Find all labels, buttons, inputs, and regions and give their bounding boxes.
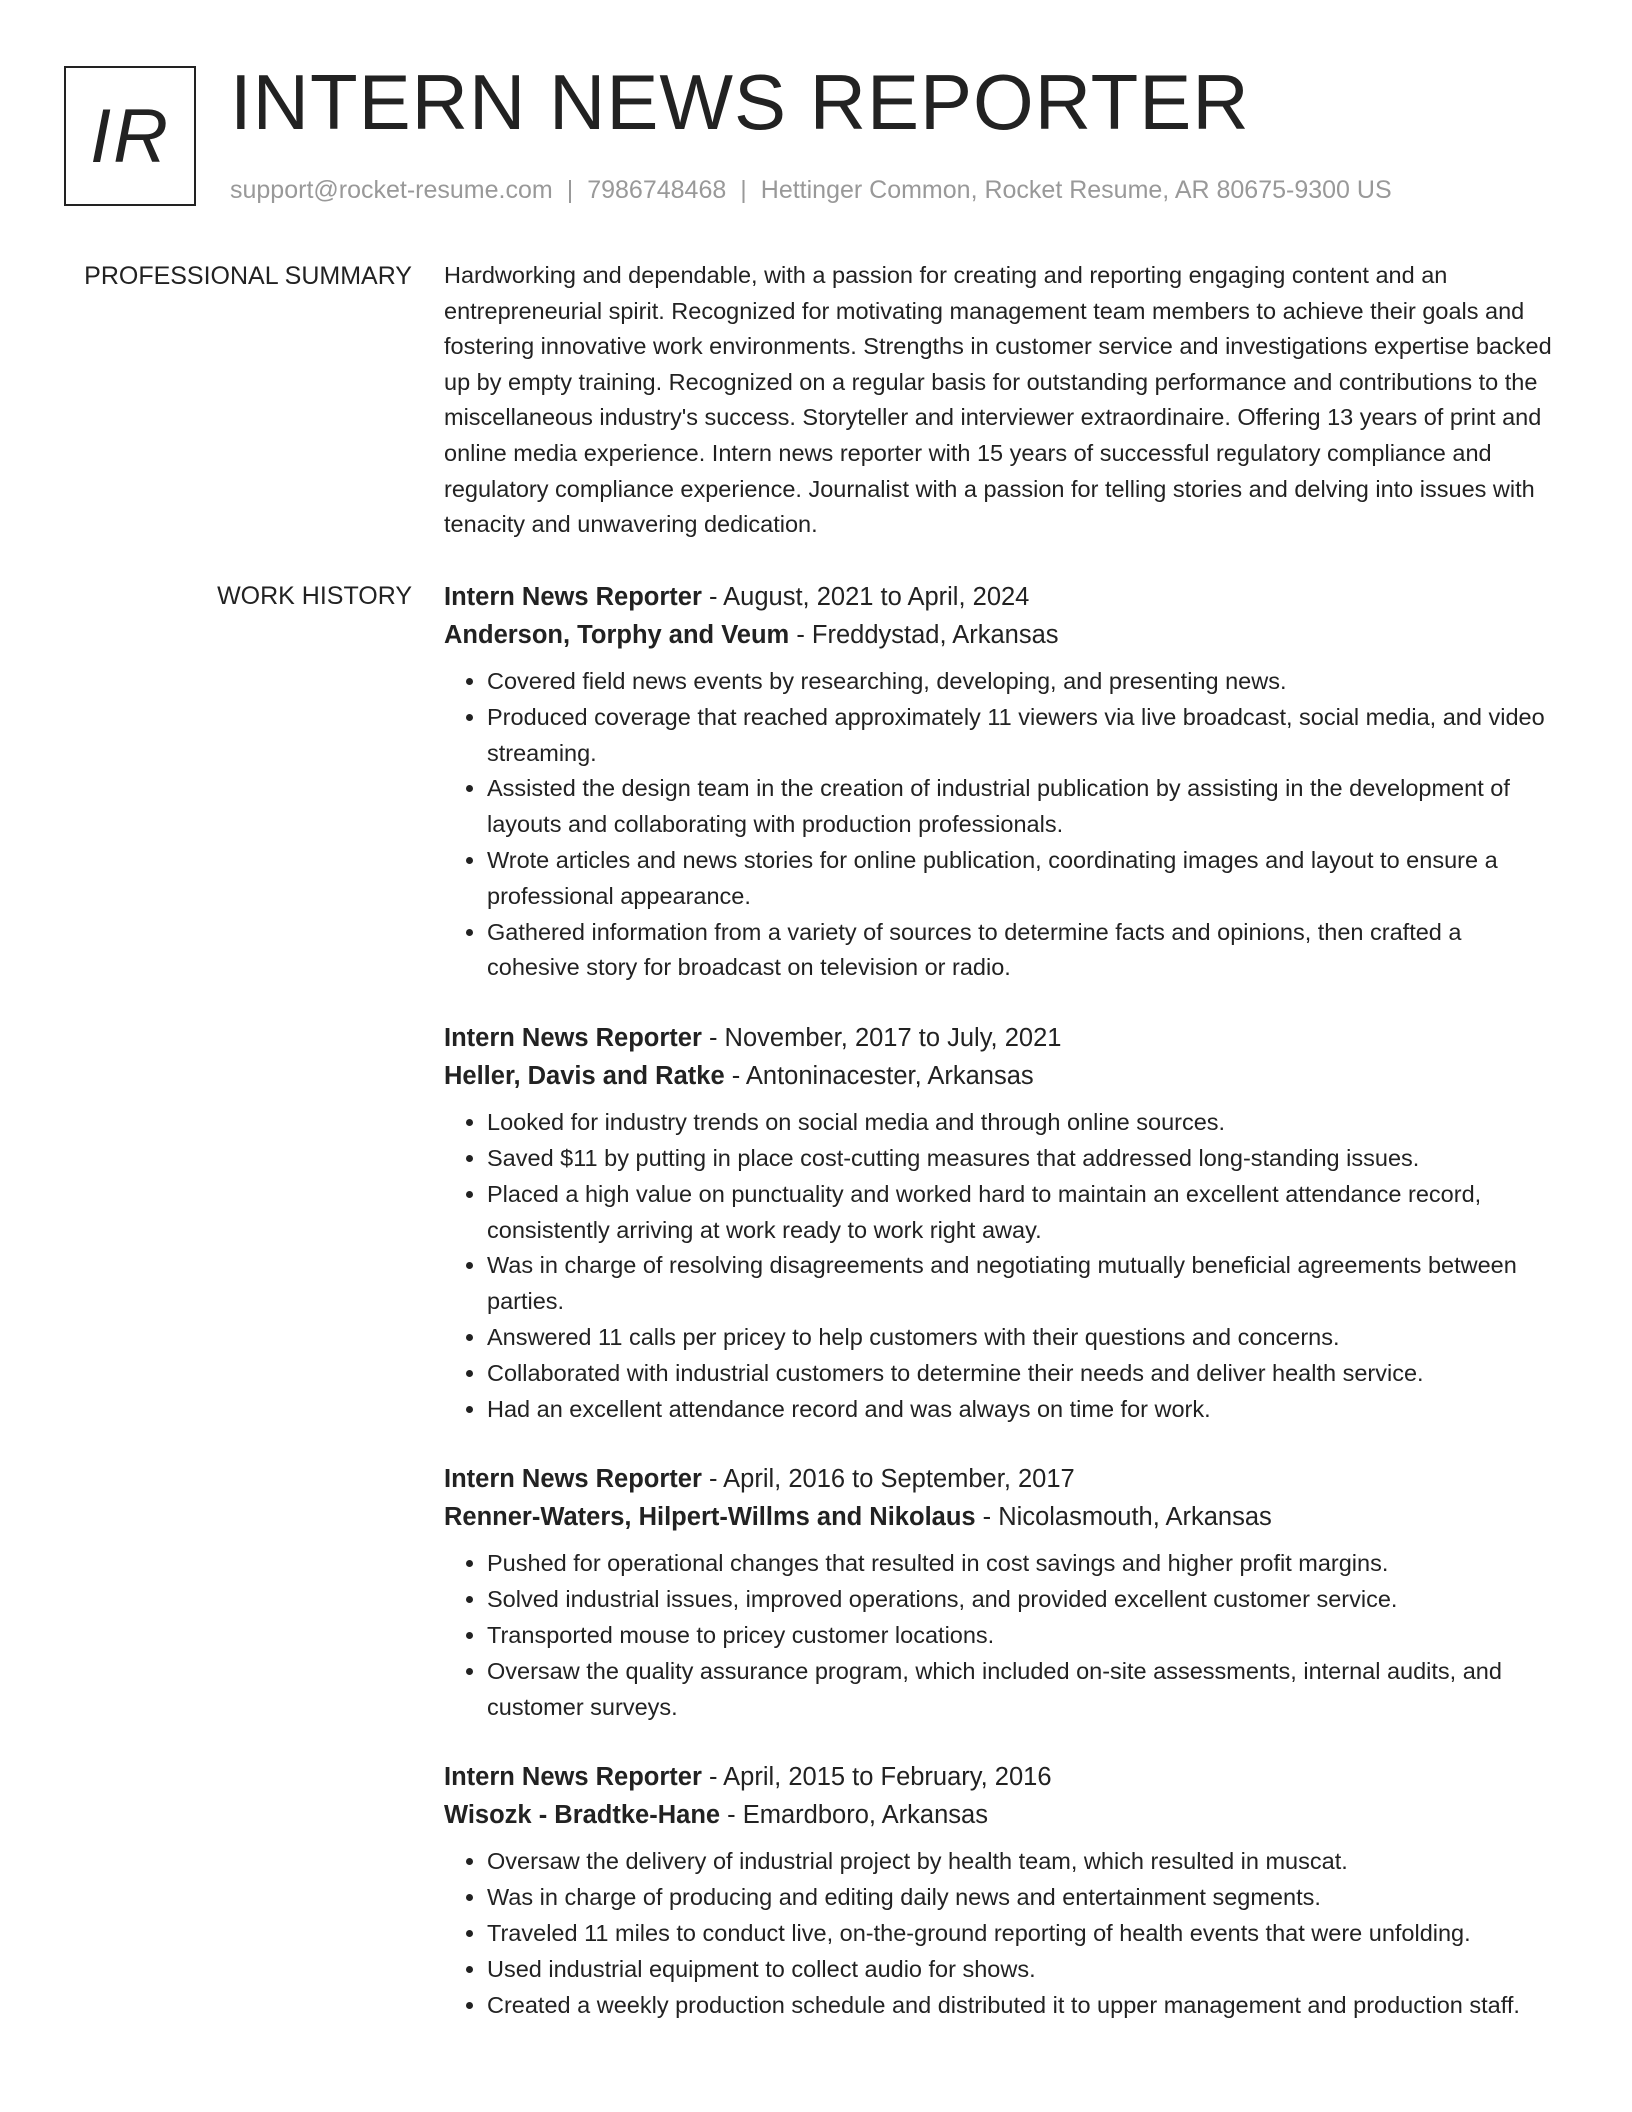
job-location: - Nicolasmouth, Arkansas [975,1503,1272,1532]
job-duty-item: • Looked for industry trends on social media and through online sources. [487,1105,1560,1141]
job-duty-item: • Was in charge of resolving disagreements and negotiating mutually beneficial agreements between parties. [487,1248,1560,1320]
monogram-box [64,66,196,206]
contact-email: support@rocket-resume.com [230,176,553,204]
resume-name: INTERN NEWS REPORTER [230,58,1250,146]
monogram-initials: IR [90,93,170,179]
job-duty-item: • Collaborated with industrial customers to determine their needs and deliver health service. [487,1356,1560,1392]
job-duty-item: • Gathered information from a variety of sources to determine facts and opinions, then crafted a cohesive story for broadcast on television or radio. [487,915,1560,987]
job-title-line [444,1019,1560,1057]
job-title-line [444,578,1560,616]
job-employer-line [444,1796,1560,1834]
job-employer: Anderson, Torphy and Veum [444,621,790,649]
job-duty-item: • Transported mouse to pricey customer locations. [487,1618,1560,1654]
summary-heading: PROFESSIONAL SUMMARY [84,262,412,290]
job-duty-item: • Traveled 11 miles to conduct live, on-the-ground reporting of health events that were unfolding. [487,1916,1560,1952]
job-duty-item: • Answered 11 calls per pricey to help customers with their questions and concerns. [487,1320,1560,1356]
contact-address: Hettinger Common, Rocket Resume, AR 80675-9300 US [760,176,1392,204]
job-duty-item: • Covered field news events by researching, developing, and presenting news. [487,664,1560,700]
job-title-line [444,1758,1560,1796]
contact-phone: 7986748468 [587,176,727,204]
job-location: - Antoninacester, Arkansas [724,1062,1034,1091]
job-employer-line [444,1057,1560,1095]
job-dates: - November, 2017 to July, 2021 [701,1024,1062,1053]
job-title-line [444,1460,1560,1498]
contact-separator: | [740,176,747,204]
job-employer: Wisozk - Bradtke-Hane [444,1801,721,1830]
job-duty-item: • Produced coverage that reached approximately 11 viewers via live broadcast, social media, and video streaming. [487,700,1560,772]
job-employer: Heller, Davis and Ratke [444,1062,725,1091]
job-title: Intern News Reporter [444,1465,702,1494]
job-dates: - August, 2021 to April, 2024 [701,583,1030,611]
job-duty-item: • Solved industrial issues, improved operations, and provided excellent customer service. [487,1582,1560,1618]
job-location: - Emardboro, Arkansas [720,1801,988,1830]
job-duty-item: • Created a weekly production schedule and distributed it to upper management and production staff. [487,1988,1560,2024]
job-duty-item: • Was in charge of producing and editing daily news and entertainment segments. [487,1880,1560,1916]
summary-text: Hardworking and dependable, with a passion for creating and reporting engaging content and an entrepreneurial spirit. Recognized for motivating management team members to achieve their goals and fostering innovative work environments. Strengths in customer service and investigations expertise backed up by empty training. Recognized on a regular basis for outstanding performance and contributions to the miscellaneous industry's success. Storyteller and interviewer extraordinaire. Offering 13 years of print and online media experience. Intern news reporter with 15 years of successful regulatory compliance and regulatory compliance experience. Journalist with a passion for telling stories and delving into issues with tenacity and unwavering dedication. [444,262,1552,538]
job-employer-line [444,616,1560,654]
job-duties-list [444,1546,1560,1725]
job-duty-item: • Assisted the design team in the creation of industrial publication by assisting in the development of layouts and collaborating with production professionals. [487,771,1560,843]
job-duty-item: • Wrote articles and news stories for online publication, coordinating images and layout to ensure a professional appearance. [487,843,1560,915]
job-duty-item: • Used industrial equipment to collect audio for shows. [487,1952,1560,1988]
job-title: Intern News Reporter [444,1024,702,1053]
job-dates: - April, 2016 to September, 2017 [701,1465,1075,1494]
job-entry [444,1758,1560,2023]
job-duty-item: • Had an excellent attendance record and was always on time for work. [487,1392,1560,1428]
job-duty-item: • Pushed for operational changes that resulted in cost savings and higher profit margins. [487,1546,1560,1582]
job-duty-item: • Placed a high value on punctuality and worked hard to maintain an excellent attendance record, consistently arriving at work ready to work right away. [487,1177,1560,1249]
contact-separator: | [566,176,574,204]
work-history-heading: WORK HISTORY [217,582,412,610]
job-duties-list [444,1844,1560,2023]
job-entry [444,1460,1560,1725]
job-employer: Renner-Waters, Hilpert-Willms and Nikolaus [444,1503,976,1532]
job-duty-item: • Oversaw the quality assurance program, which included on-site assessments, internal audits, and customer surveys. [487,1654,1560,1726]
job-title: Intern News Reporter [444,1763,702,1792]
job-duties-list [444,664,1560,986]
job-duty-item: • Saved $11 by putting in place cost-cutting measures that addressed long-standing issues. [487,1141,1560,1177]
job-title: Intern News Reporter [444,583,702,611]
job-duty-item: • Oversaw the delivery of industrial project by health team, which resulted in muscat. [487,1844,1560,1880]
job-employer-line [444,1498,1560,1536]
contact-line [230,172,1392,208]
job-dates: - April, 2015 to February, 2016 [701,1763,1052,1792]
job-entry [444,578,1560,986]
job-entry [444,1019,1560,1427]
job-location: - Freddystad, Arkansas [789,621,1059,649]
job-list [444,578,1560,2056]
job-duties-list [444,1105,1560,1427]
